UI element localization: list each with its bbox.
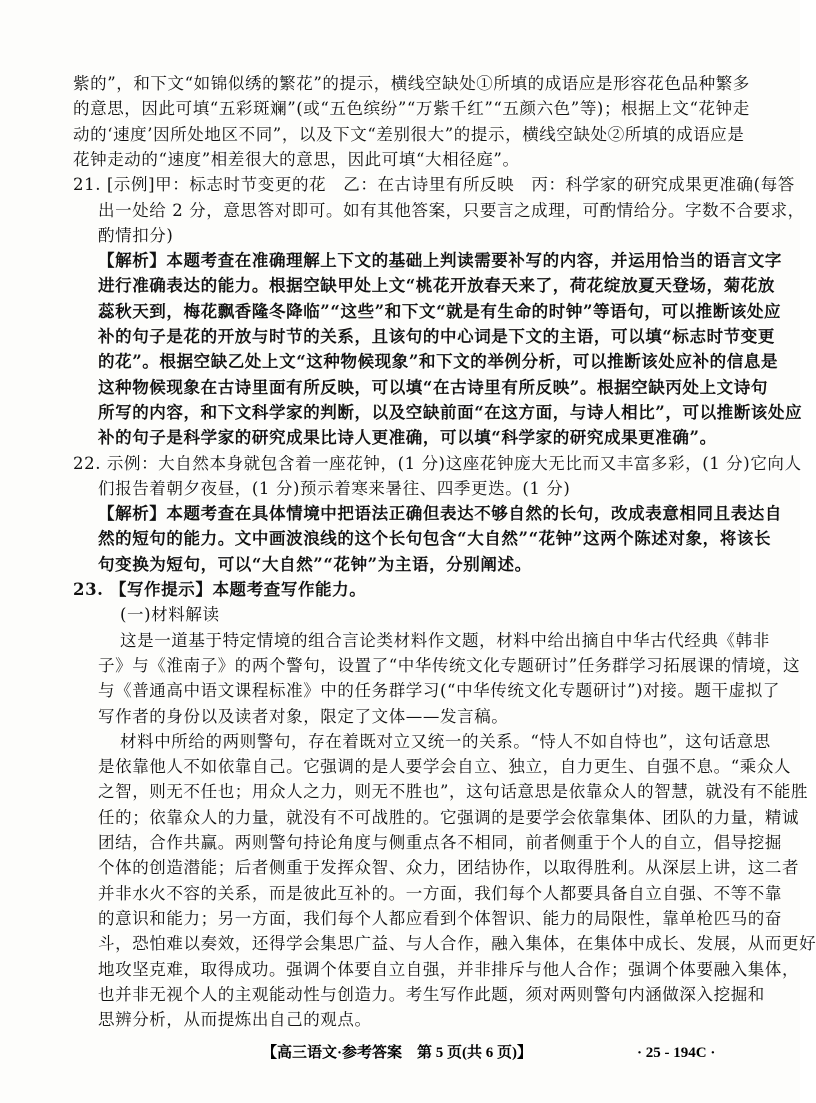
text-line: 思辨分析，从而提炼出自己的观点。 — [98, 1010, 372, 1030]
text-line: 并非水火不容的关系，而是彼此互补的。一方面，我们每个人都要具备自立自强、不等不靠 — [98, 883, 782, 903]
text-line: 紫的”，和下文“如锦似绣的繁花”的提示，横线空缺处①所填的成语应是形容花色品种繁多 — [73, 74, 750, 93]
footer-page-info: 【高三语文·参考答案 第 5 页(共 6 页)】 — [262, 1045, 532, 1061]
text-line: 任的；依靠众人的力量，就没有不可战胜的。它强调的是要学会依靠集体、团队的力量，精诚 — [98, 807, 800, 827]
footer-code: · 25 - 194C · — [637, 1045, 716, 1061]
text-line: 补的句子是花的开放与时节的关系，且该句的中心词是下文的主语，可以填“标志时节变更 — [98, 327, 775, 346]
text-line: 子》与《淮南子》的两个警句，设置了“中华传统文化专题研讨”任务群学习拓展课的情境，这 — [98, 655, 801, 675]
text-line: 与《普通高中语文课程标准》中的任务群学习(“中华传统文化专题研讨”)对接。题干虚拟了 — [98, 681, 780, 701]
text-line: 进行准确表达的能力。根据空缺甲处上文“桃花开放春天来了，荷花绽放夏天登场，菊花放 — [98, 276, 775, 296]
text-line: 动的‘速度’因所处地区不同”，以及下文“差别很大”的提示，横线空缺处②所填的成语应是 — [73, 124, 745, 144]
text-line: 写作者的身份以及读者对象，限定了文体——发言稿。 — [98, 706, 509, 726]
text-line: 这是一道基于特定情境的组合言论类材料作文题，材料中给出摘自中华古代经典《韩非 — [120, 630, 770, 650]
text-line: 花钟走动的“速度”相差很大的意思，因此可填“大相径庭”。 — [73, 149, 520, 169]
text-line: 蕊秋天到，梅花飘香隆冬降临”“这些”和下文“就是有生命的时钟”等语句，可以推断该处应 — [98, 301, 782, 321]
text-line: 斗，恐怕难以奏效，还得学会集思广益、与人合作，融入集体，在集体中成长、发展，从而更好 — [98, 934, 816, 954]
question-23-heading: 23. 【写作提示】本题考查写作能力。 — [73, 580, 367, 599]
text-line: 的意识和能力；另一方面，我们每个人都应看到个体智识、能力的局限性，靠单枪匹马的奋 — [98, 908, 782, 928]
question-22-answer: 22. 示例：大自然本身就包含着一座花钟，(1 分)这座花钟庞大无比而又丰富多彩，(1 分)它向人 — [73, 453, 802, 473]
text-line: 的意思，因此可填“五彩斑斓”(或“五色缤纷”“万紫千红”“五颜六色”等)；根据上文“花钟走 — [73, 99, 750, 119]
question-21-answer: 21. [示例]甲：标志时节变更的花 乙：在古诗里有所反映 丙：科学家的研究成果更准确(每答 — [73, 175, 795, 195]
text-line: 之智，则无不任也；用众人之力，则无不胜也”，这句话意思是依靠众人的智慧，就没有不能胜 — [98, 782, 809, 802]
text-line: 补的句子是科学家的研究成果比诗人更准确，可以填“科学家的研究成果更准确”。 — [98, 428, 717, 448]
question-21-analysis: 【解析】本题考查在准确理解上下文的基础上判读需要补写的内容，并运用恰当的语言文字 — [98, 251, 782, 271]
question-22-analysis: 【解析】本题考查在具体情境中把语法正确但表达不够自然的长句，改成表意相同且表达自 — [98, 504, 782, 524]
text-line: 个体的创造潜能；后者侧重于发挥众智、众力，团结协作，以取得胜利。从深层上讲，这二者 — [98, 858, 800, 878]
page-footer — [0, 1041, 800, 1065]
text-line: 也并非无视个人的主观能动性与创造力。考生写作此题，须对两则警句内涵做深入挖掘和 — [98, 984, 765, 1004]
text-line: 这种物候现象在古诗里面有所反映，可以填“在古诗里有所反映”。根据空缺丙处上文诗句 — [98, 377, 768, 397]
text-line: 酌情扣分) — [98, 225, 174, 245]
text-line: 所写的内容，和下文科学家的判断，以及空缺前面“在这方面，与诗人相比”，可以推断该处应 — [98, 402, 803, 422]
text-line: 们报告着朝夕夜昼，(1 分)预示着寒来暑往、四季更迭。(1 分) — [98, 478, 571, 498]
text-line: 句变换为短句，可以“大自然”“花钟”为主语，分别阐述。 — [98, 554, 532, 574]
text-line: 然的短句的能力。文中画波浪线的这个长句包含“大自然”“花钟”这两个陈述对象，将该长 — [98, 529, 772, 549]
text-line: 团结，合作共赢。两则警句持论角度与侧重点各不相同，前者侧重于个人的自立，倡导挖掘 — [98, 833, 782, 852]
text-line: 的花”。根据空缺乙处上文“这种物候现象”和下文的举例分析，可以推断该处应补的信息是 — [98, 352, 779, 372]
text-line: 是依靠他人不如依靠自己。它强调的是人要学会自立、独立，自力更生、自强不息。“乘众人 — [98, 757, 792, 777]
text-line: 材料中所给的两则警句，存在着既对立又统一的关系。“恃人不如自恃也”，这句话意思 — [120, 731, 771, 751]
text-line: 出一处给 2 分，意思答对即可。如有其他答案，只要言之成理，可酌情给分。字数不合要求， — [98, 200, 805, 220]
text-line: 地攻坚克难，取得成功。强调个体要自立自强，并非排斥与他人合作；强调个体要融入集体， — [98, 959, 800, 979]
section-heading: (一)材料解读 — [120, 605, 220, 625]
